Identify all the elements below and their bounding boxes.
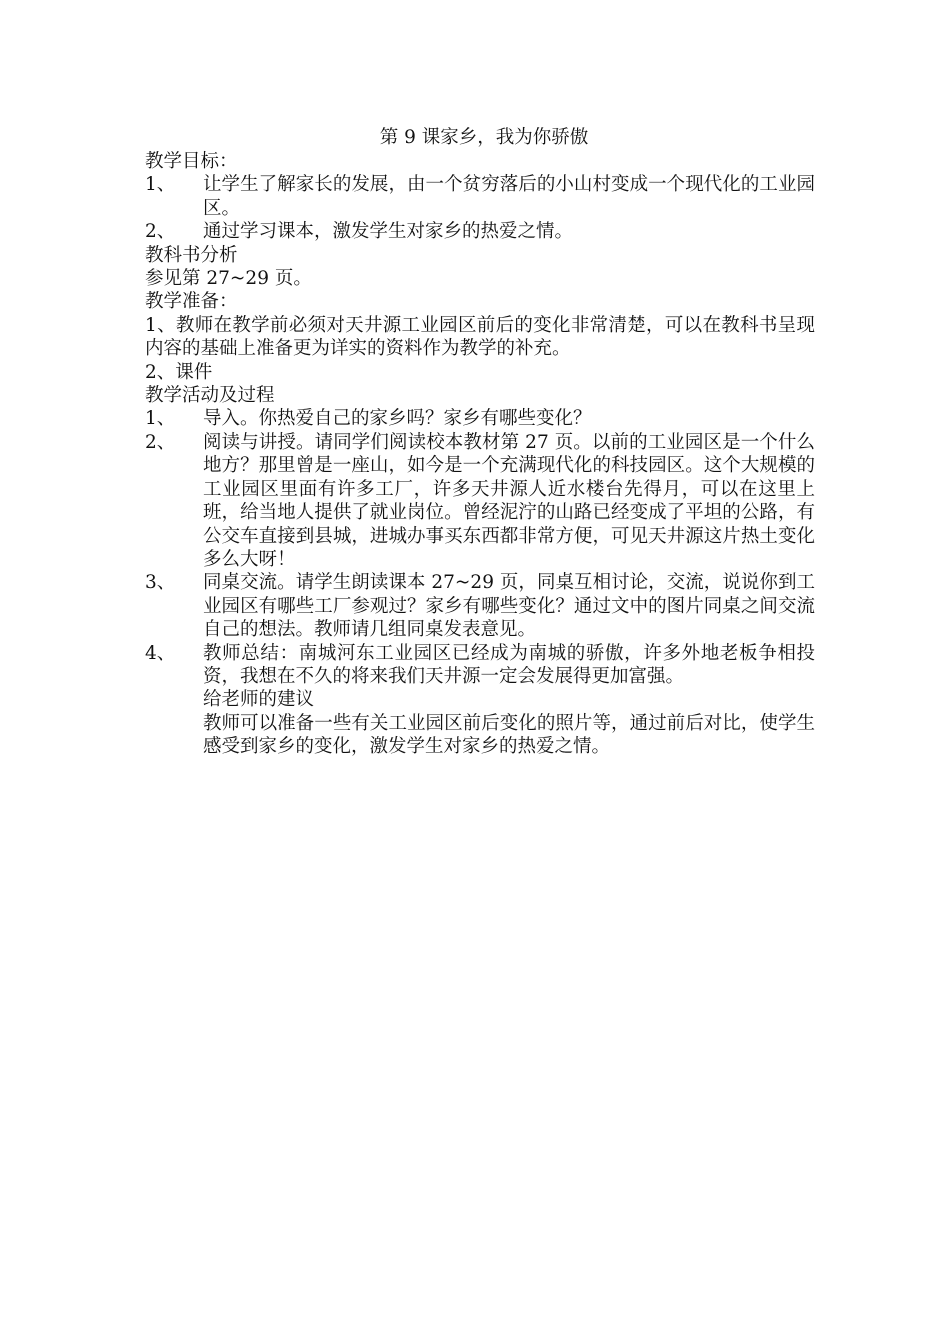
goal-number: 2、 bbox=[145, 221, 176, 243]
process-number: 1、 bbox=[145, 408, 176, 430]
process-text: 导入。你热爱自己的家乡吗？家乡有哪些变化？ bbox=[203, 408, 592, 430]
process-number: 4、 bbox=[145, 642, 176, 664]
goal-text: 让学生了解家长的发展，由一个贫穷落后的小山村变成一个现代化的工业园区。 bbox=[203, 174, 815, 219]
textbook-heading: 教科书分析 bbox=[145, 244, 238, 266]
document-title: 第 9 课家乡，我为你骄傲 bbox=[379, 127, 589, 148]
process-number: 2、 bbox=[145, 431, 176, 453]
advice-text: 教师可以准备一些有关工业园区前后变化的照片等，通过前后对比，使学生感受到家乡的变化，激发学生对家乡的热爱之情。 bbox=[203, 712, 815, 758]
goals-heading: 教学目标： bbox=[145, 151, 238, 172]
process-item-1 bbox=[145, 407, 815, 430]
process-heading: 教学活动及过程 bbox=[145, 385, 275, 407]
process-item-4 bbox=[145, 642, 815, 689]
prep-item-2: 2、课件 bbox=[145, 361, 213, 383]
advice-heading: 给老师的建议 bbox=[203, 689, 315, 711]
process-text: 阅读与讲授。请同学们阅读校本教材第 27 页。以前的工业园区是一个什么地方？那里曾是一座山，如今是一个充满现代化的科技园区。这个大规模的工业园区里面有许多工厂，许多天井源人近水楼台先得月，可以在这里上班，给当地人提供了就业岗位。曾经泥泞的山路已经变成了平坦的公路，有公交车直接到县城，进城办事买东西都非常方便，可见天井源这片热土变化多么大呀！ bbox=[203, 431, 815, 570]
process-item-2 bbox=[145, 431, 815, 571]
prep-item-1: 1、教师在教学前必须对天井源工业园区前后的变化非常清楚，可以在教科书呈现内容的基础上准备更为详实的资料作为教学的补充。 bbox=[145, 314, 815, 360]
process-number: 3、 bbox=[145, 572, 176, 594]
prep-heading: 教学准备： bbox=[145, 291, 238, 313]
goal-item-1 bbox=[145, 173, 815, 220]
document-body bbox=[145, 126, 815, 759]
process-item-3 bbox=[145, 571, 815, 641]
process-text: 同桌交流。请学生朗读课本 27~29 页，同桌互相讨论，交流，说说你到工业园区有哪些工厂参观过？家乡有哪些变化？通过文中的图片同桌之间交流自己的想法。教师请几组同桌发表意见。 bbox=[203, 572, 815, 641]
goal-item-2 bbox=[145, 220, 815, 243]
goal-text: 通过学习课本，激发学生对家乡的热爱之情。 bbox=[203, 221, 574, 243]
process-text: 教师总结：南城河东工业园区已经成为南城的骄傲，许多外地老板争相投资，我想在不久的将来我们天井源一定会发展得更加富强。 bbox=[203, 642, 815, 687]
textbook-text: 参见第 27~29 页。 bbox=[145, 268, 312, 290]
goal-number: 1、 bbox=[145, 174, 176, 196]
